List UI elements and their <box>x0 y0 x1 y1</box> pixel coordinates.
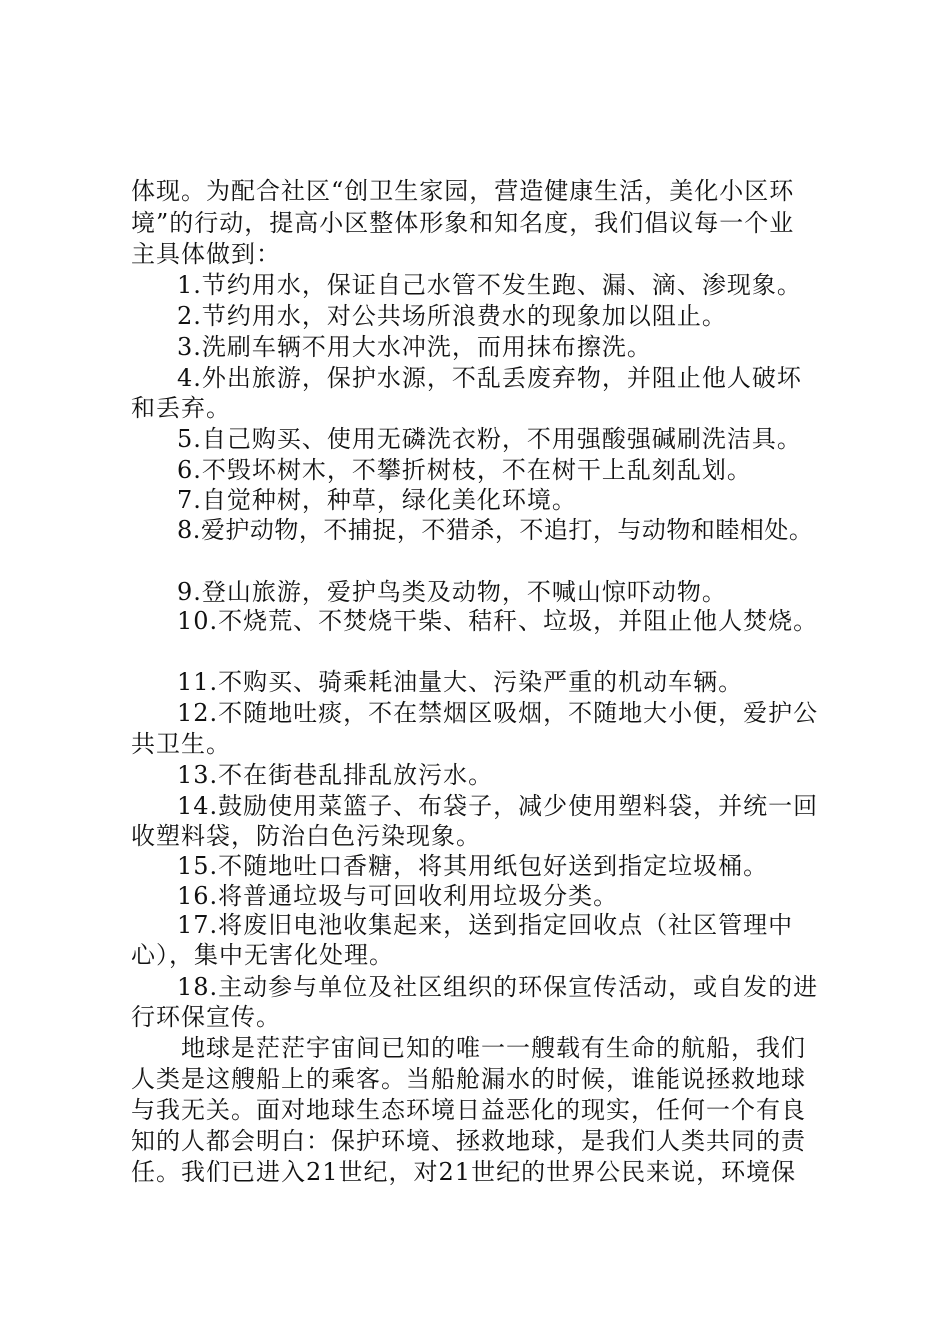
list-item-continuation: 行环保宣传。 <box>131 1003 281 1031</box>
list-item: 18.主动参与单位及社区组织的环保宣传活动，或自发的进 <box>177 973 819 1001</box>
list-item: 9.登山旅游，爱护鸟类及动物，不喊山惊吓动物。 <box>177 578 727 606</box>
list-item-continuation: 心），集中无害化处理。 <box>131 941 394 969</box>
list-item-continuation: 和丢弃。 <box>131 394 231 422</box>
list-item: 10.不烧荒、不焚烧干柴、秸秆、垃圾，并阻止他人焚烧。 <box>177 607 819 635</box>
list-item: 16.将普通垃圾与可回收利用垃圾分类。 <box>177 882 619 910</box>
list-item: 2.节约用水，对公共场所浪费水的现象加以阻止。 <box>177 302 727 330</box>
closing-paragraph-line: 人类是这艘船上的乘客。当船舱漏水的时候，谁能说拯救地球 <box>131 1065 806 1093</box>
list-item: 6.不毁坏树木，不攀折树枝，不在树干上乱刻乱划。 <box>177 456 752 484</box>
intro-line: 体现。为配合社区“创卫生家园，营造健康生活，美化小区环 <box>131 177 795 205</box>
list-item: 13.不在街巷乱排乱放污水。 <box>177 761 494 789</box>
closing-paragraph-line: 任。我们已进入21世纪，对21世纪的世界公民来说，环境保 <box>131 1158 797 1186</box>
intro-line: 主具体做到： <box>131 240 281 268</box>
list-item: 4.外出旅游，保护水源，不乱丢废弃物，并阻止他人破坏 <box>177 364 802 392</box>
intro-line: 境”的行动，提高小区整体形象和知名度，我们倡议每一个业 <box>131 209 795 237</box>
closing-paragraph-line: 知的人都会明白：保护环境、拯救地球，是我们人类共同的责 <box>131 1127 806 1155</box>
list-item-continuation: 收塑料袋，防治白色污染现象。 <box>131 822 481 850</box>
list-item: 5.自己购买、使用无磷洗衣粉，不用强酸强碱刷洗洁具。 <box>177 425 802 453</box>
closing-paragraph-line: 与我无关。面对地球生态环境日益恶化的现实，任何一个有良 <box>131 1096 806 1124</box>
list-item: 8.爱护动物，不捕捉，不猎杀，不追打，与动物和睦相处。 <box>177 516 814 544</box>
list-item: 12.不随地吐痰，不在禁烟区吸烟，不随地大小便，爱护公 <box>177 699 819 727</box>
list-item: 17.将废旧电池收集起来，送到指定回收点（社区管理中 <box>177 911 794 939</box>
closing-paragraph-line: 地球是茫茫宇宙间已知的唯一一艘载有生命的航船，我们 <box>181 1034 806 1062</box>
list-item: 7.自觉种树，种草，绿化美化环境。 <box>177 486 577 514</box>
list-item-continuation: 共卫生。 <box>131 730 231 758</box>
list-item: 15.不随地吐口香糖，将其用纸包好送到指定垃圾桶。 <box>177 852 769 880</box>
list-item: 1.节约用水，保证自己水管不发生跑、漏、滴、渗现象。 <box>177 271 802 299</box>
list-item: 11.不购买、骑乘耗油量大、污染严重的机动车辆。 <box>177 668 744 696</box>
list-item: 14.鼓励使用菜篮子、布袋子，减少使用塑料袋，并统一回 <box>177 792 819 820</box>
list-item: 3.洗刷车辆不用大水冲洗，而用抹布擦洗。 <box>177 333 652 361</box>
